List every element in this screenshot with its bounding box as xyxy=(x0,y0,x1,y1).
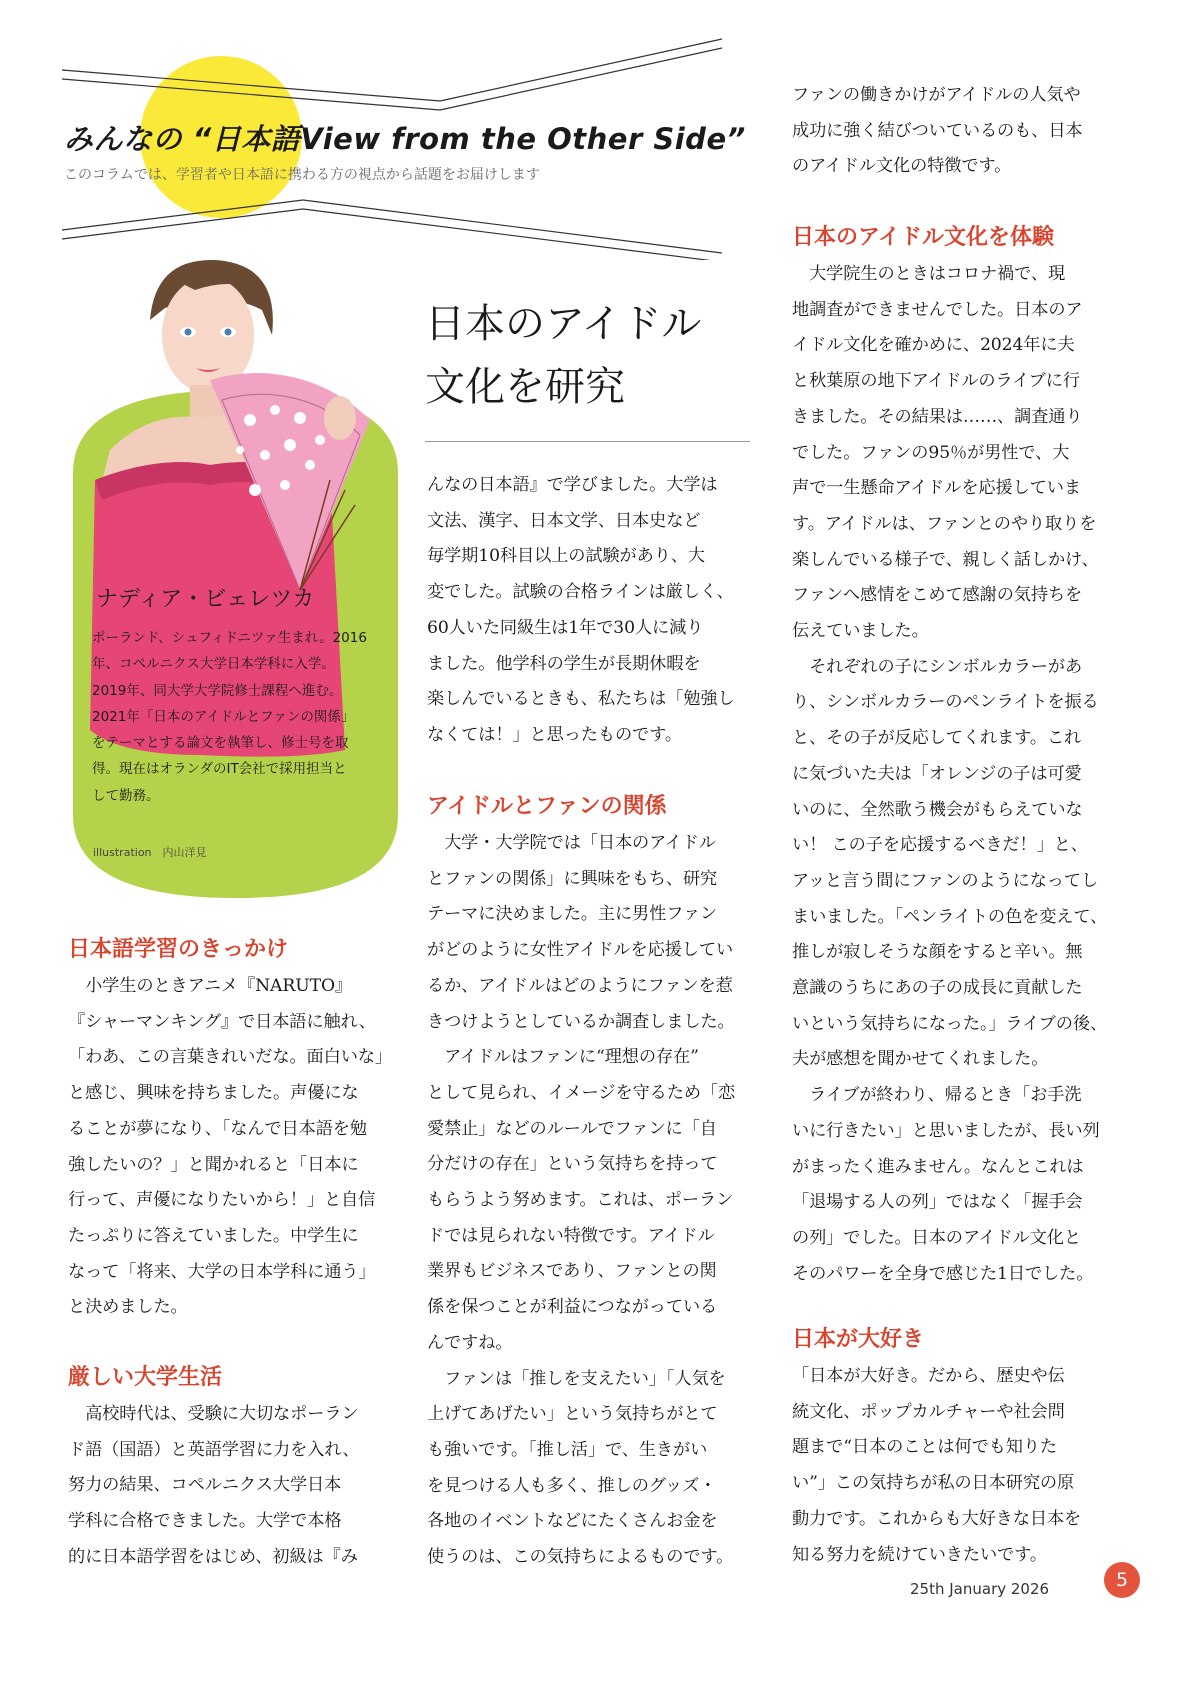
section-body-idol-fan: 大学・大学院では「日本のアイドル とファンの関係」に興味をもち、研究 テーマに決めました。主に男性ファン がどのように女性アイドルを応援してい るか、アイドルはどのようにファンを惹 きつけようとしているか調査しました。 アイドルはファンに“理想の存在” として見られ、イメージを守るため「恋 愛禁止」などのルールでファンに「自 分だけの存在」という気持ちを持って もらうよう努めます。これは、ポーラン ドでは見られない特徴です。アイドル 業界もビジネスであり、ファンとの関 係を保つことが利益につながっている んですね。 ファンは「推しを支えたい」「人気を 上げてあげたい」という気持ちがとて も強いです。「推し活」で、生きがい を見つける人も多く、推しのグッズ・ 各地のイベントなどにたくさんお金を 使うのは、この気持ちによるものです。 xyxy=(427,833,736,1568)
column-subtitle: このコラムでは、学習者や日本語に携わる方の視点から話題をお届けします xyxy=(64,167,540,183)
section-body-love-japan: 「日本が大好き。だから、歴史や伝 統文化、ポップカルチャーや社会問 題まで“日本のことは何でも知りた い”」この気持ちが私の日本研究の原 動力です。これからも大好きな日本を 知る努力を続けていきたいです。 xyxy=(792,1366,1082,1565)
section-heading-university: 厳しい大学生活 xyxy=(68,1365,223,1390)
section-heading-love-japan: 日本が大好き xyxy=(792,1327,925,1352)
section-heading-idol-fan: アイドルとファンの関係 xyxy=(427,794,667,819)
issue-date: 25th January 2026 xyxy=(910,1580,1050,1598)
page-number-badge: 5 xyxy=(1104,1562,1140,1598)
section-body-experience: 大学院生のときはコロナ禍で、現 地調査ができませんでした。日本のア イドル文化を確かめに、2024年に夫 と秋葉原の地下アイドルのライブに行 きました。その結果は……、調査通り でした。ファンの95％が男性で、大 声で一生懸命アイドルを応援していま す。アイドルは、ファンとのやり取りを 楽しんでいる様子で、親しく話しかけ、 ファンへ感情をこめて感謝の気持ちを 伝えていました。 それぞれの子にシンボルカラーがあ り、シンボルカラーのペンライトを振る と、その子が反応してくれます。これ に気づいた夫は「オレンジの子は可愛 いのに、全然歌う機会がもらえていな い！ この子を応援するべきだ！」と、 アッと言う間にファンのようになってし まいました。「ペンライトの色を変えて、 推しが寂しそうな顔をすると辛い。無 意識のうちにあの子の成長に貢献した いという気持ちになった。」ライブの後、 夫が感想を聞かせてくれました。 ライブが終わり、帰るとき「お手洗 いに行きたい」と思いましたが、長い列 がまったく進みません。なんとこれは 「退場する人の列」ではなく「握手会 の列」でした。日本のアイドル文化と そのパワーを全身で感じた1日でした。 xyxy=(792,264,1108,1284)
article-title-line2: 文化を研究 xyxy=(425,364,625,410)
profile-name: ナディア・ビェレツカ xyxy=(96,587,315,612)
profile-bio: ポーランド、シュフィドニツァ生まれ。2016 年、コペルニクス大学日本学科に入学。 2019年、同大学大学院修士課程へ進む。 2021年「日本のアイドルとファンの関係」 をテーマとする論文を執筆し、修士号を取 得。現在はオランダのIT会社で採用担当と して勤務。 xyxy=(92,630,367,804)
section-body-idol-fan-cont: ファンの働きかけがアイドルの人気や 成功に強く結びついているのも、日本 のアイドル文化の特徴です。 xyxy=(792,85,1083,177)
illustration-credit: illustration 内山洋見 xyxy=(93,846,207,859)
section-body-motivation: 小学生のときアニメ『NARUTO』 『シャーマンキング』で日本語に触れ、 「わあ、この言葉きれいだな。面白いな」 と感じ、興味を持ちました。声優にな ることが夢になり、「なんで日本語を勉 強したいの？」と聞かれると「日本に 行って、声優になりたいから！」と自信 たっぷりに答えていました。中学生に なって「将来、大学の日本学科に通う」 と決めました。 xyxy=(68,976,392,1318)
section-body-university: 高校時代は、受験に大切なポーラン ド語（国語）と英語学習に力を入れ、 努力の結果、コペルニクス大学日本 学科に合格できました。大学で本格 的に日本語学習をはじめ、初級は『み xyxy=(68,1404,360,1567)
section-heading-experience: 日本のアイドル文化を体験 xyxy=(792,225,1055,250)
profile-card xyxy=(0,250,420,910)
title-rule xyxy=(425,441,750,442)
article-title xyxy=(425,293,701,419)
column-title: みんなの “日本語View from the Other Side” xyxy=(64,122,746,156)
article-title-line1: 日本のアイドル xyxy=(425,301,702,347)
section-body-university-cont: んなの日本語』で学びました。大学は 文法、漢字、日本文学、日本史など 毎学期10科目以上の試験があり、大 変でした。試験の合格ラインは厳しく、 60人いた同級生は1年で30人に減り ました。他学科の学生が長期休暇を 楽しんでいるときも、私たちは「勉強し なくては！」と思ったものです。 xyxy=(427,475,735,745)
section-heading-motivation: 日本語学習のきっかけ xyxy=(68,937,289,962)
